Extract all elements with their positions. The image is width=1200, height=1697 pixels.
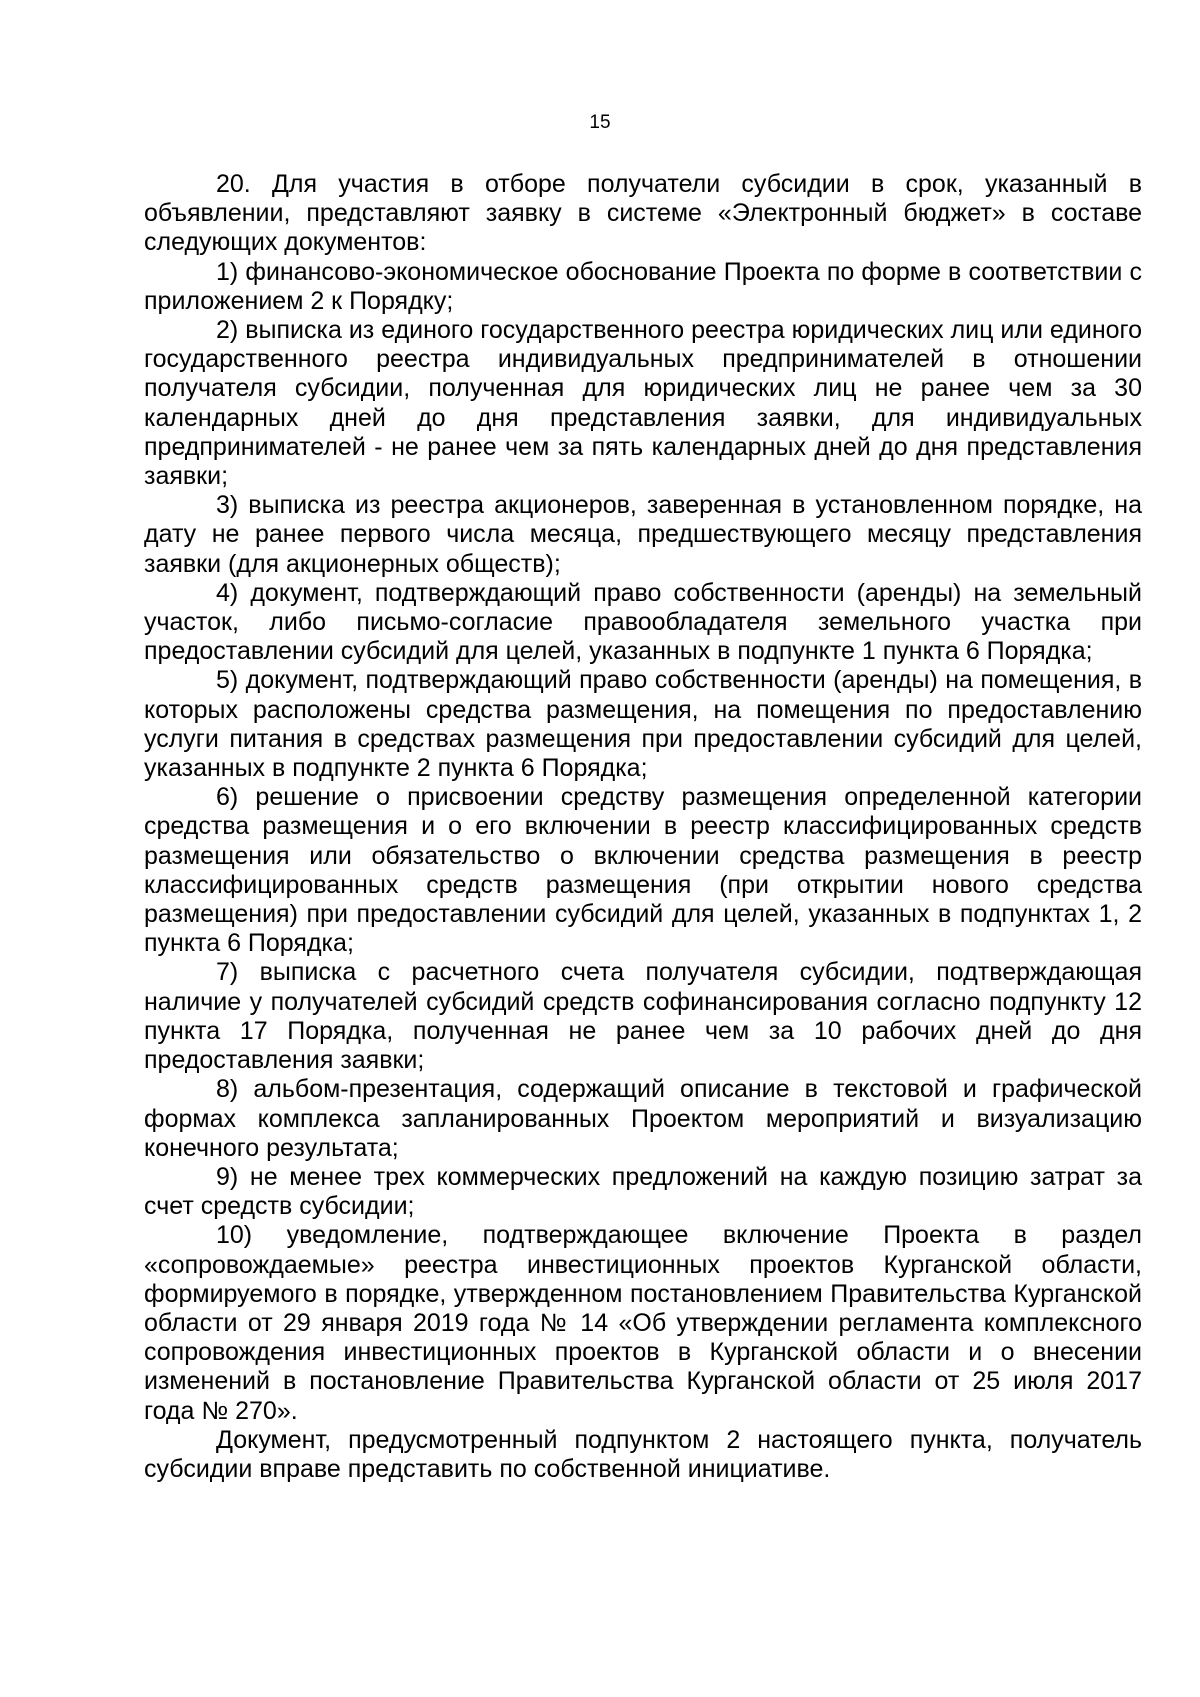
paragraph-subitem-1: 1) финансово-экономическое обоснование Проекта по форме в соответствии с приложением 2 к Порядку;: [144, 257, 1142, 315]
paragraph-subitem-10: 10) уведомление, подтверждающее включение Проекта в раздел «сопровождаемые» реестра инвестиционных проектов Курганской области, формируемого в порядке, утвержденном постановлением Правительства Курганской области от 29 января 2019 года № 14 «Об утверждении регламента комплексного сопровождения инвестиционных проектов в Курганской области и о внесении изменений в постановление Правительства Курганской области от 25 июля 2017 года № 270».: [144, 1221, 1142, 1425]
page-number: 15: [589, 112, 611, 133]
paragraph-subitem-2: 2) выписка из единого государственного реестра юридических лиц или единого государственного реестра индивидуальных предпринимателей в отношении получателя субсидии, полученная для юридических лиц не ранее чем за 30 календарных дней до дня представления заявки, для индивидуальных предпринимателей - не ранее чем за пять календарных дней до дня представления заявки;: [144, 316, 1142, 491]
paragraph-subitem-3: 3) выписка из реестра акционеров, заверенная в установленном порядке, на дату не ранее первого числа месяца, предшествующего месяцу представления заявки (для акционерных обществ);: [144, 491, 1142, 578]
paragraph-subitem-5: 5) документ, подтверждающий право собственности (аренды) на помещения, в которых расположены средства размещения, на помещения по предоставлению услуги питания в средствах размещения при предоставлении субсидий для целей, указанных в подпункте 2 пункта 6 Порядка;: [144, 666, 1142, 783]
document-body: [144, 170, 1142, 1484]
paragraph-subitem-6: 6) решение о присвоении средству размещения определенной категории средства размещения и о его включении в реестр классифицированных средств размещения или обязательство о включении средства размещения в реестр классифицированных средств размещения (при открытии нового средства размещения) при предоставлении субсидий для целей, указанных в подпунктах 1, 2 пункта 6 Порядка;: [144, 783, 1142, 958]
paragraph-subitem-8: 8) альбом-презентация, содержащий описание в текстовой и графической формах комплекса запланированных Проектом мероприятий и визуализацию конечного результата;: [144, 1075, 1142, 1162]
paragraph-subitem-4: 4) документ, подтверждающий право собственности (аренды) на земельный участок, либо письмо-согласие правообладателя земельного участка при предоставлении субсидий для целей, указанных в подпункте 1 пункта 6 Порядка;: [144, 578, 1142, 666]
paragraph-subitem-7: 7) выписка с расчетного счета получателя субсидии, подтверждающая наличие у получателей субсидий средств софинансирования согласно подпункту 12 пункта 17 Порядка, полученная не ранее чем за 10 рабочих дней до дня предоставления заявки;: [144, 958, 1142, 1075]
paragraph-subitem-9: 9) не менее трех коммерческих предложений на каждую позицию затрат за счет средств субсидии;: [144, 1162, 1142, 1221]
paragraph-item-20-intro: 20. Для участия в отборе получатели субсидии в срок, указанный в объявлении, представляют заявку в системе «Электронный бюджет» в составе следующих документов:: [144, 170, 1142, 257]
paragraph-closing-note: Документ, предусмотренный подпунктом 2 настоящего пункта, получатель субсидии вправе представить по собственной инициативе.: [144, 1425, 1142, 1483]
